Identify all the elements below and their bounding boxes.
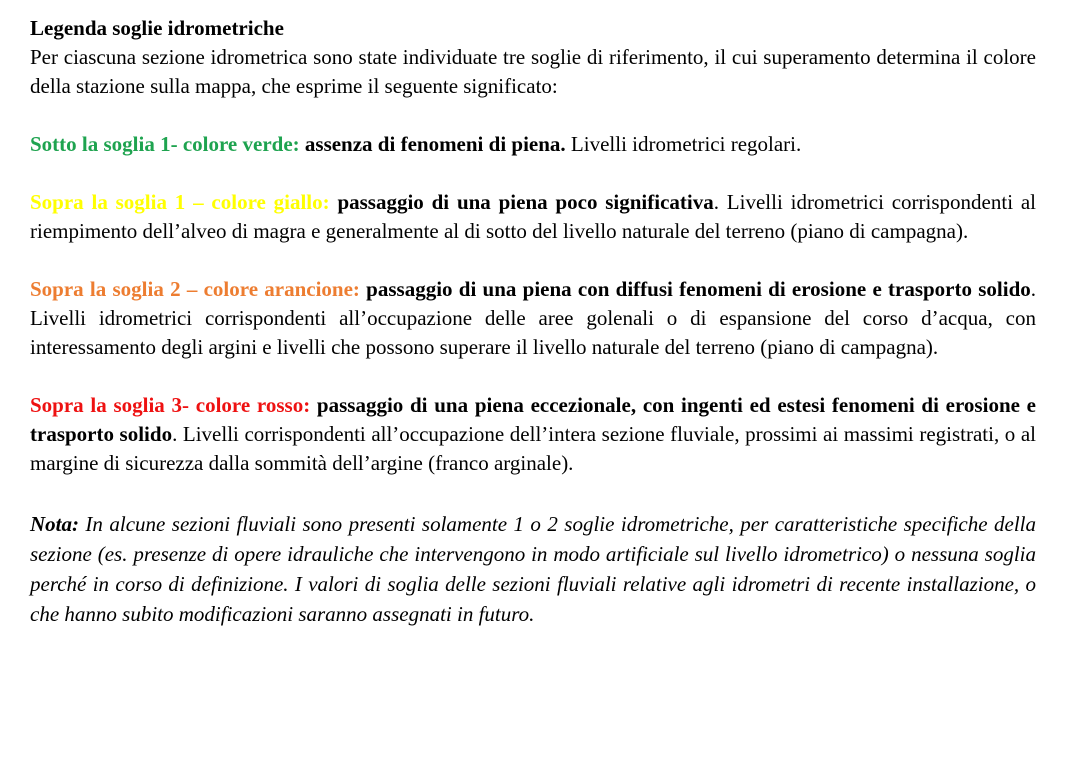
threshold-verde-label: Sotto la soglia 1- colore verde: xyxy=(30,132,300,156)
note-label: Nota: xyxy=(30,512,79,536)
note-text: In alcune sezioni fluviali sono presenti solamente 1 o 2 soglie idrometriche, per caratteristiche specifiche della sezione (es. presenze di opere idrauliche che intervengono in modo artificiale sul livello idrometrico) o nessuna soglia perché in corso di definizione. I valori di soglia delle sezioni fluviali relative agli idrometri di recente installazione, o che hanno subito modificazioni saranno assegnati in futuro. xyxy=(30,512,1036,626)
note-paragraph xyxy=(30,509,1036,629)
threshold-arancione-body-text: . Livelli idrometrici corrispondenti all’occupazione delle aree golenali o di espansione del corso d’acqua, con interessamento degli argini e livelli che possono superare il livello naturale del terreno (piano di campagna). xyxy=(30,277,1037,359)
intro-paragraph: Per ciascuna sezione idrometrica sono state individuate tre soglie di riferimento, il cui superamento determina il colore della stazione sulla mappa, che esprime il seguente significato: xyxy=(30,45,1036,98)
threshold-giallo-body-text: . Livelli idrometrici corrispondenti al riempimento dell’alveo di magra e generalmente al di sotto del livello naturale del terreno (piano di campagna). xyxy=(30,190,1036,243)
threshold-rosso-bold-text: passaggio di una piena eccezionale, con ingenti ed estesi fenomeni di erosione e trasporto solido xyxy=(30,393,1036,446)
threshold-giallo-label: Sopra la soglia 1 – colore giallo: xyxy=(30,190,330,214)
threshold-paragraph-rosso xyxy=(30,391,1036,478)
threshold-arancione-label: Sopra la soglia 2 – colore arancione: xyxy=(30,277,360,301)
page-title: Legenda soglie idrometriche xyxy=(30,16,284,40)
threshold-giallo-bold-text: passaggio di una piena poco significativa xyxy=(329,190,714,214)
threshold-verde-bold-text: assenza di fenomeni di piena. xyxy=(299,132,566,156)
threshold-rosso-body-text: . Livelli corrispondenti all’occupazione dell’intera sezione fluviale, prossimi ai massimi registrati, o al margine di sicurezza dalla sommità dell’argine (franco arginale). xyxy=(30,422,1037,475)
threshold-paragraph-arancione xyxy=(30,275,1036,362)
threshold-paragraph-giallo xyxy=(30,188,1036,246)
threshold-paragraph-verde xyxy=(30,130,1036,159)
threshold-verde-body-text: Livelli idrometrici regolari. xyxy=(565,132,802,156)
threshold-arancione-bold-text: passaggio di una piena con diffusi fenomeni di erosione e trasporto solido xyxy=(359,277,1031,301)
threshold-rosso-label: Sopra la soglia 3- colore rosso: xyxy=(30,393,311,417)
document xyxy=(30,14,1036,629)
